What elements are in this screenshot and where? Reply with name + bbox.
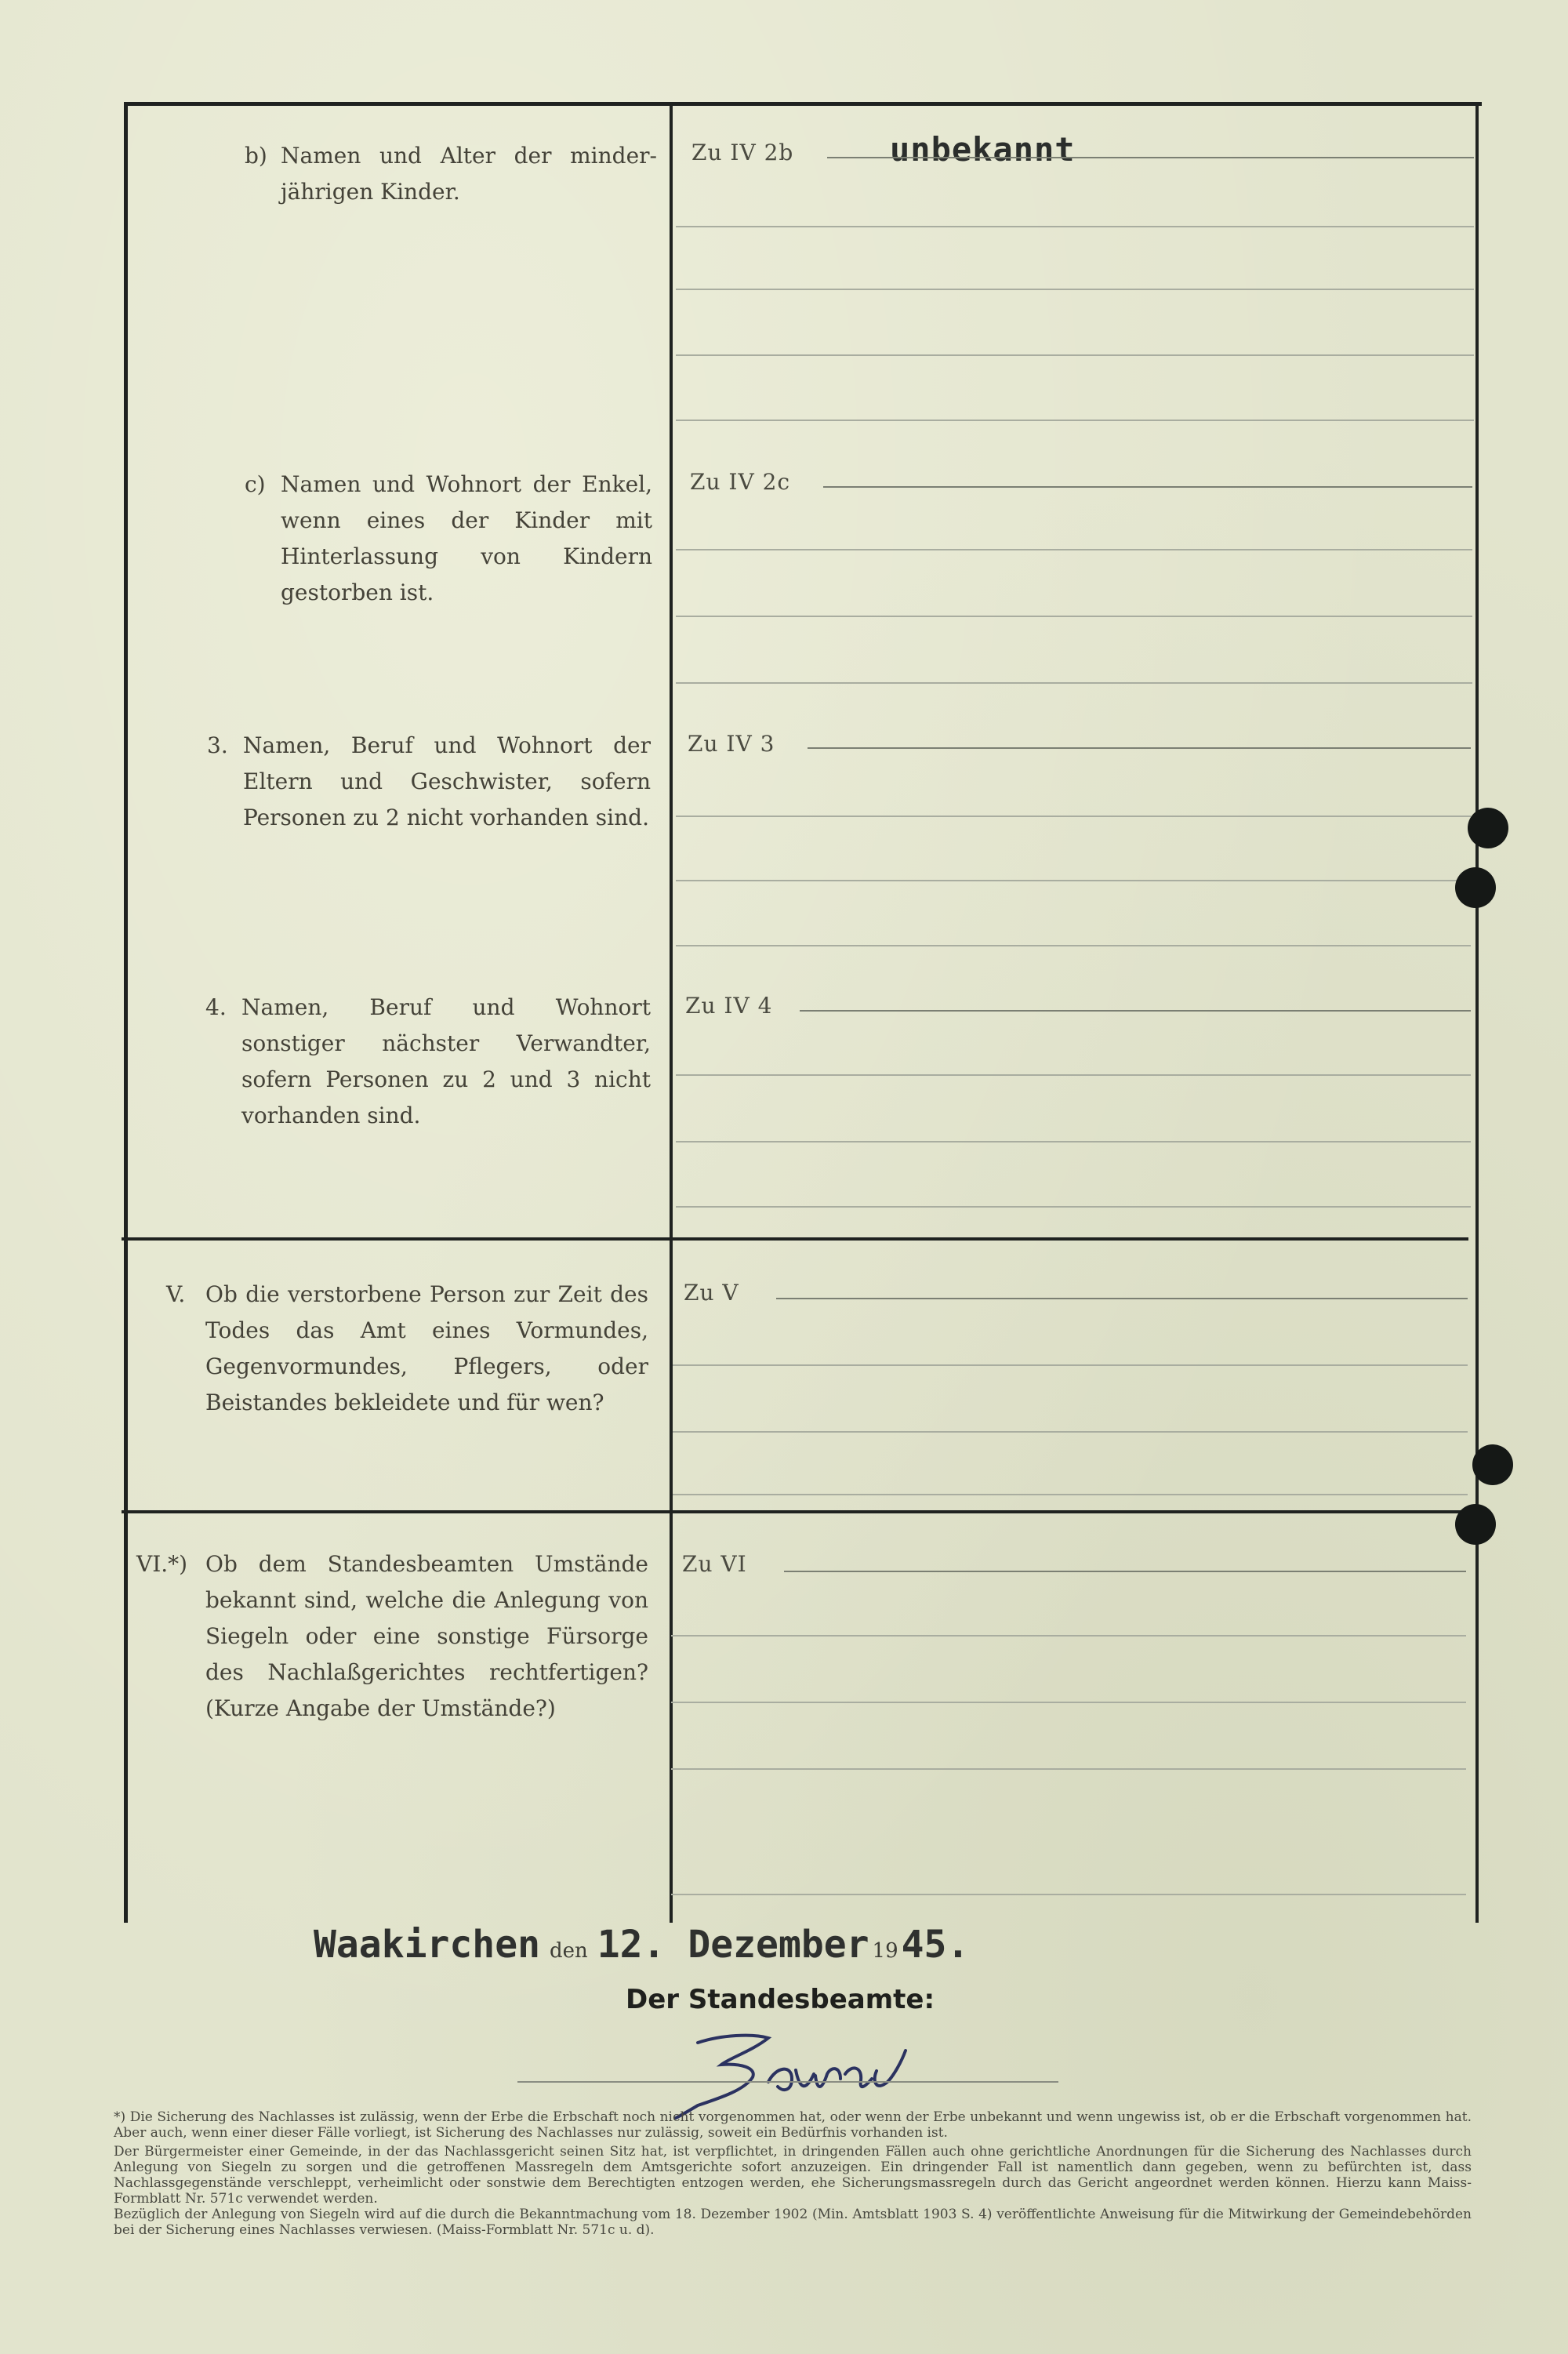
answer-line bbox=[676, 289, 1474, 290]
answer-label-v: Zu V bbox=[684, 1280, 739, 1306]
answer-line bbox=[676, 682, 1472, 684]
place-date-line bbox=[314, 1923, 969, 1967]
question-iv-2b bbox=[245, 138, 657, 210]
official-title: Der Standesbeamte: bbox=[626, 1984, 935, 2015]
question-text: Namen und Alter der minder-jährigen Kinder. bbox=[281, 143, 657, 205]
answer-line bbox=[808, 747, 1471, 749]
year-value: 45. bbox=[901, 1923, 970, 1967]
answer-line bbox=[676, 354, 1474, 356]
question-number: b) bbox=[245, 143, 267, 169]
question-v bbox=[166, 1277, 648, 1421]
section-divider-v-vi bbox=[122, 1510, 1468, 1513]
signature bbox=[666, 2027, 949, 2121]
answer-label-iv-4: Zu IV 4 bbox=[685, 993, 773, 1019]
question-iv-3 bbox=[207, 728, 651, 836]
answer-line bbox=[776, 1298, 1468, 1299]
question-number: V. bbox=[166, 1281, 186, 1307]
footnote bbox=[114, 2109, 1472, 2238]
punch-hole bbox=[1468, 808, 1508, 848]
answer-line bbox=[676, 226, 1474, 227]
answer-line bbox=[827, 157, 1474, 158]
answer-line bbox=[676, 549, 1472, 550]
answer-line bbox=[671, 1635, 1466, 1637]
answer-line bbox=[673, 1431, 1468, 1433]
year-prefix: 19 bbox=[872, 1939, 898, 1963]
question-text: Namen und Wohnort der Enkel, wenn eines der Kinder mit Hinterlassung von Kindern gestorben ist. bbox=[281, 471, 652, 605]
answer-line bbox=[676, 1206, 1471, 1208]
question-number: VI.*) bbox=[136, 1551, 188, 1577]
answer-label-iv-2c: Zu IV 2c bbox=[690, 469, 791, 495]
section-divider-iv-v bbox=[122, 1237, 1468, 1241]
answer-line bbox=[784, 1571, 1466, 1572]
answer-line bbox=[676, 420, 1474, 421]
question-text: Ob dem Standesbeamten Umstände bekannt sind, welche die Anlegung von Siegeln oder eine sonstige Fürsorge des Nachlaßgerichtes rechtfertigen? (Kurze Angabe der Umstände?) bbox=[205, 1551, 648, 1721]
answer-line bbox=[673, 1494, 1468, 1495]
table-right-border bbox=[1475, 102, 1479, 1923]
answer-label-vi: Zu VI bbox=[682, 1551, 747, 1577]
footnote-paragraph: Der Bürgermeister einer Gemeinde, in der das Nachlassgericht seinen Sitz hat, ist verpflichtet, in dringenden Fällen auch ohne gerichtliche Anordnungen für die Sicherung des Nachlasses durch Anlegung von Siegeln zu sorgen und die getroffenen Massregeln dem Amtsgerichte sofort anzuzeigen. Ein dringender Fall ist namentlich dann gegeben, wenn zu befürchten ist, dass Nachlassgegenstände verschleppt, verheimlicht oder sonstwie dem Berechtigten entzogen werden, ehe Sicherungsmassregeln durch das Gericht angeordnet werden können. Hierzu kann Maiss-Formblatt Nr. 571c verwendet werden. bbox=[114, 2144, 1472, 2207]
question-number: c) bbox=[245, 471, 266, 497]
answer-line bbox=[671, 1894, 1466, 1895]
punch-hole bbox=[1455, 867, 1496, 908]
punch-hole bbox=[1455, 1504, 1496, 1545]
signature-line bbox=[517, 2081, 1058, 2083]
question-number: 3. bbox=[207, 732, 228, 758]
answer-line bbox=[676, 1141, 1471, 1142]
table-column-divider bbox=[670, 102, 673, 1923]
answer-line bbox=[676, 616, 1472, 617]
place-name: Waakirchen bbox=[314, 1923, 540, 1967]
table-top-border bbox=[125, 102, 1482, 106]
answer-line bbox=[676, 880, 1471, 881]
den-label: den bbox=[549, 1939, 588, 1963]
answer-line bbox=[671, 1768, 1466, 1770]
answer-line bbox=[673, 1364, 1468, 1366]
answer-line bbox=[800, 1010, 1471, 1012]
question-iv-2c bbox=[245, 467, 652, 611]
answer-label-iv-3: Zu IV 3 bbox=[688, 731, 775, 757]
answer-line bbox=[676, 945, 1471, 946]
table-left-border bbox=[124, 102, 128, 1923]
question-number: 4. bbox=[205, 994, 227, 1020]
footnote-paragraph: *) Die Sicherung des Nachlasses ist zulässig, wenn der Erbe die Erbschaft noch nicht vorgenommen hat, oder wenn der Erbe unbekannt und wenn ungewiss ist, ob er die Erbschaft vorgenommen hat. Aber auch, wenn einer dieser Fälle vorliegt, ist Sicherung des Nachlasses nur zulässig, soweit ein Bedürfnis vorhanden ist. bbox=[114, 2109, 1472, 2141]
answer-line bbox=[671, 1702, 1466, 1703]
question-iv-4 bbox=[205, 990, 651, 1134]
answer-line bbox=[676, 1074, 1471, 1076]
date-value: 12. Dezember bbox=[597, 1923, 869, 1967]
answer-line bbox=[676, 816, 1471, 817]
footnote-paragraph: Bezüglich der Anlegung von Siegeln wird auf die durch die Bekanntmachung vom 18. Dezember 1902 (Min. Amtsblatt 1903 S. 4) veröffentlichte Anweisung für die Mitwirkung der Gemeindebehörden bei der Sicherung eines Nachlasses verwiesen. (Maiss-Formblatt Nr. 571c u. d). bbox=[114, 2207, 1472, 2238]
punch-hole bbox=[1472, 1444, 1513, 1485]
question-vi bbox=[136, 1546, 648, 1727]
answer-line bbox=[823, 486, 1472, 488]
question-text: Ob die verstorbene Person zur Zeit des Todes das Amt eines Vormundes, Gegenvormundes, Pflegers, oder Beistandes bekleidete und für wen? bbox=[205, 1281, 648, 1415]
question-text: Namen, Beruf und Wohnort der Eltern und Geschwister, sofern Personen zu 2 nicht vorhanden sind. bbox=[243, 732, 651, 830]
answer-label-iv-2b: Zu IV 2b bbox=[691, 140, 794, 165]
answer-value-iv-2b: unbekannt bbox=[890, 130, 1076, 169]
question-text: Namen, Beruf und Wohnort sonstiger nächster Verwandter, sofern Personen zu 2 und 3 nicht vorhanden sind. bbox=[241, 994, 651, 1128]
